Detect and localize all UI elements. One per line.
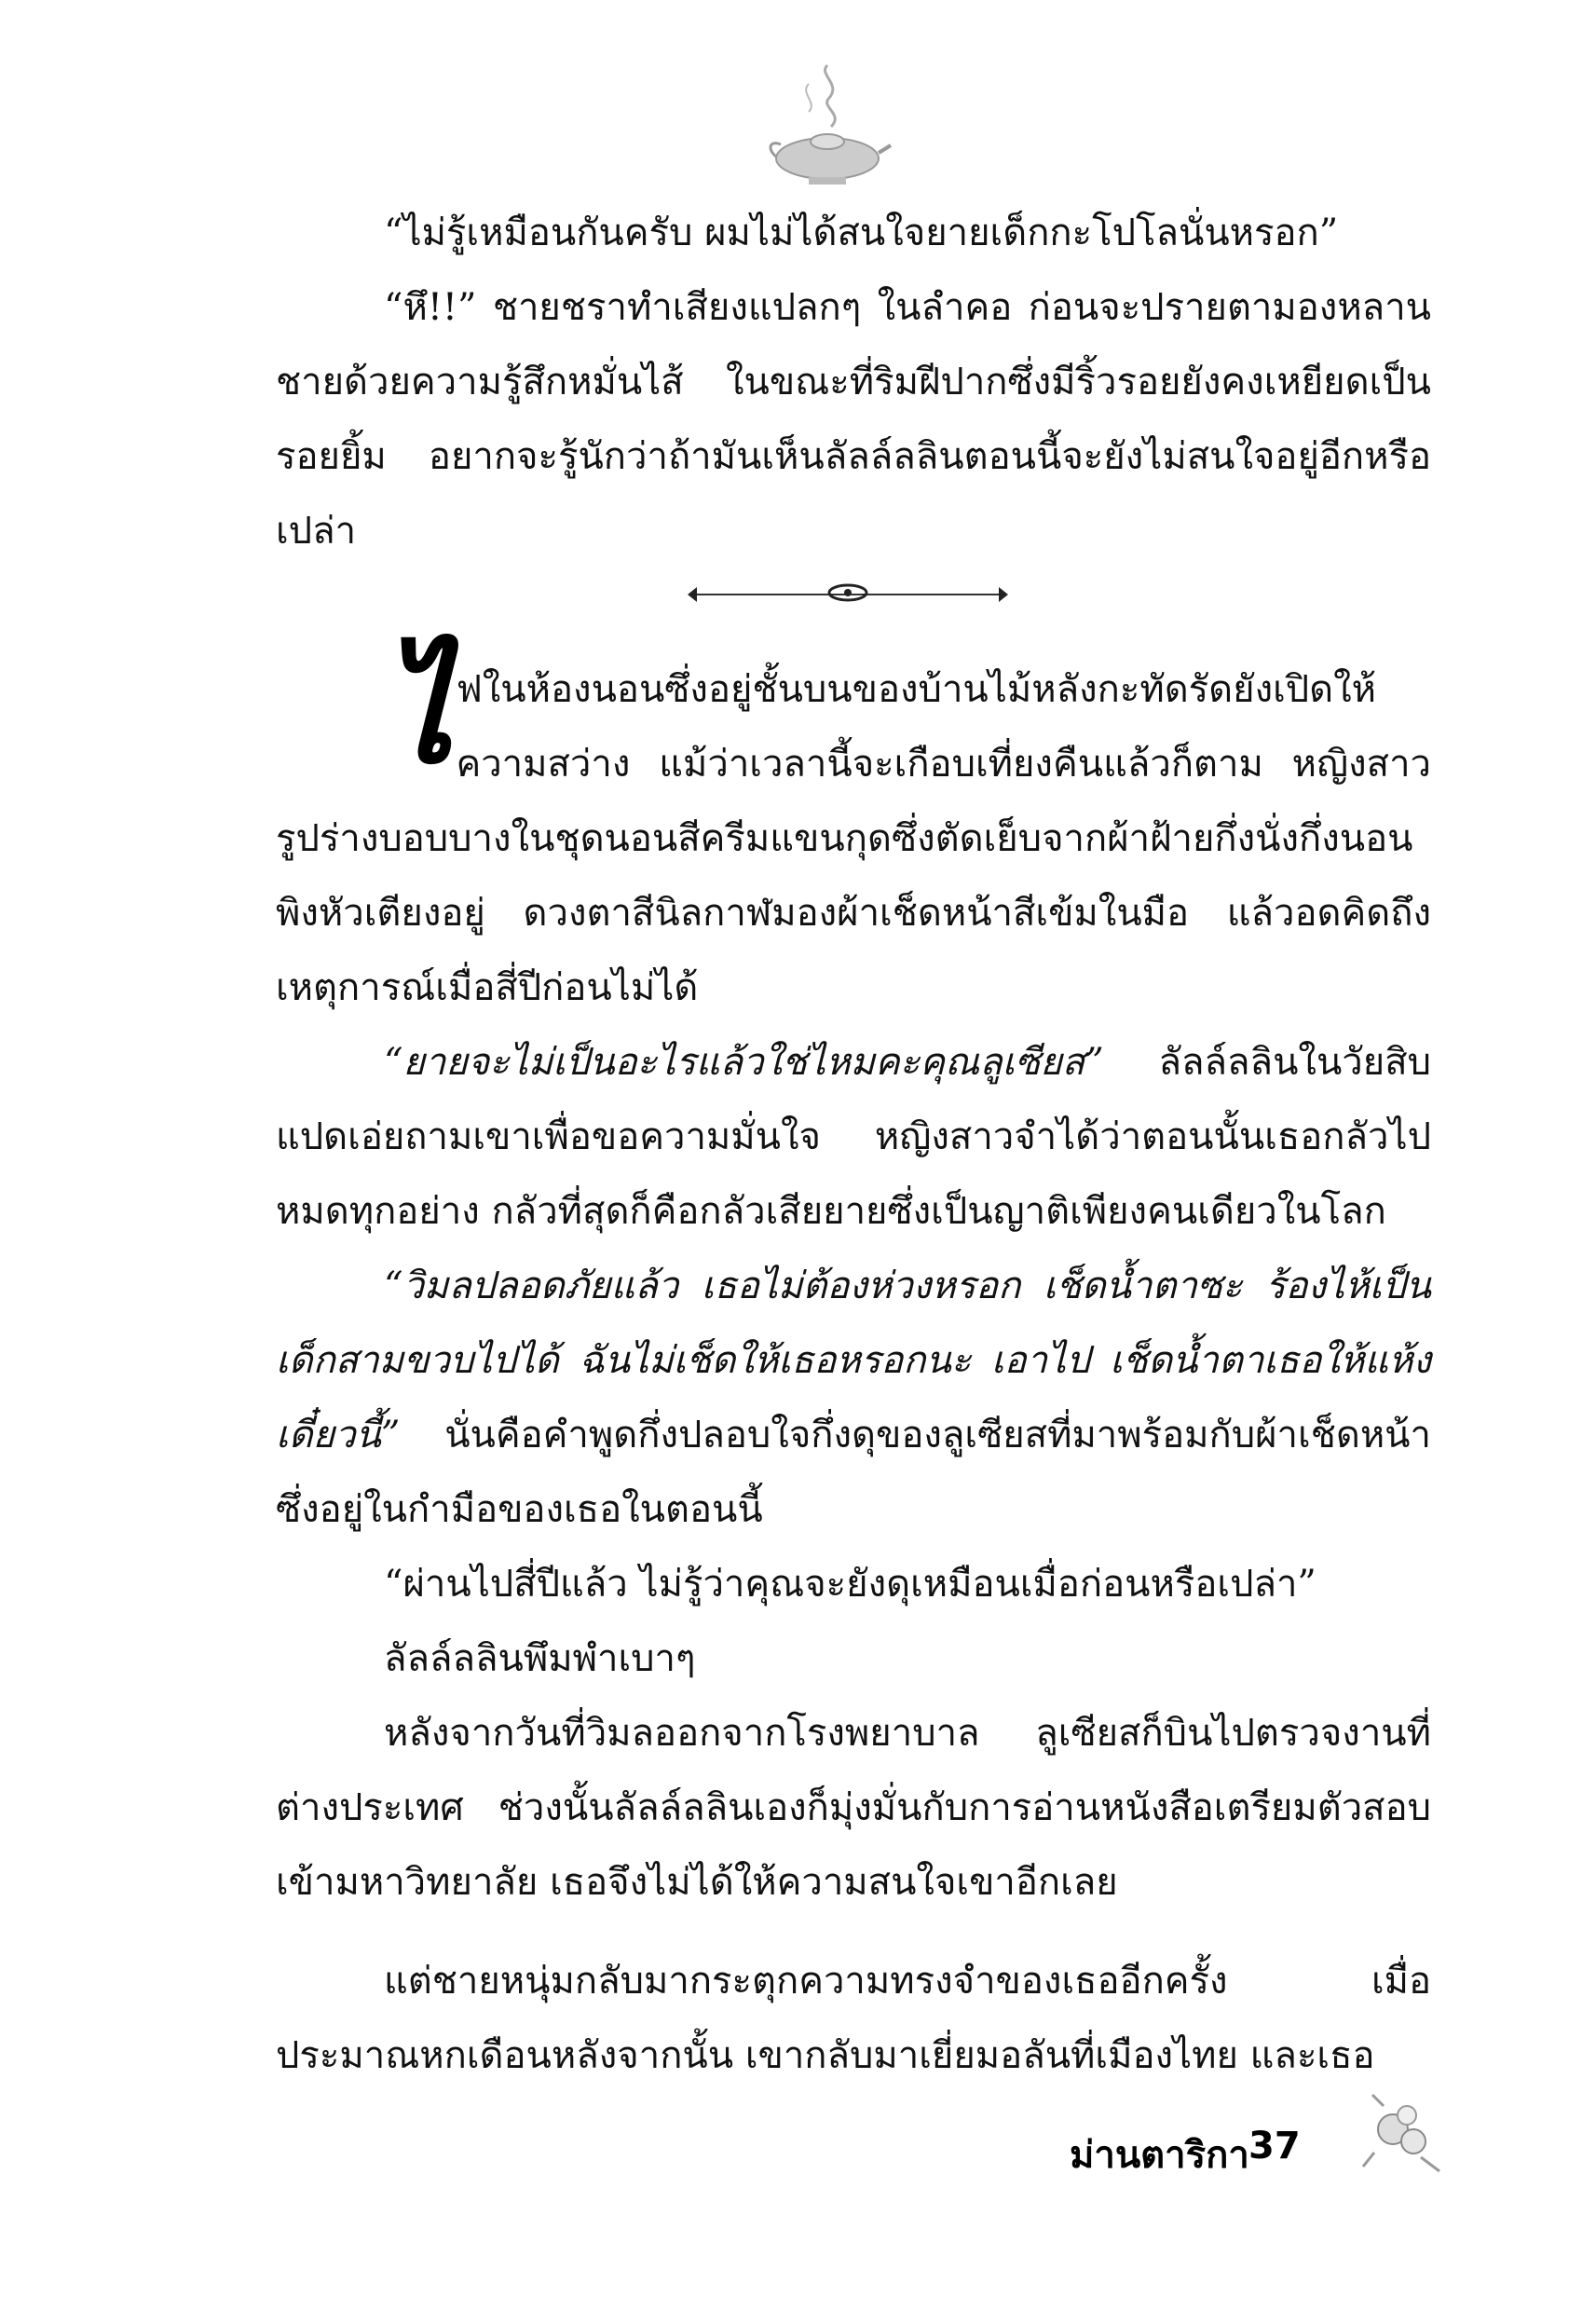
quote-2-rest: นั่นคือคำพูดกึ่งปลอบใจกึ่งดุของลูเซียสที่มาพร้อมกับผ้าเช็ดหน้า ซึ่งอยู่ในกำมือของเธอในตอนนี้ xyxy=(276,1414,1431,1531)
dropcap-paragraph-text: ฟในห้องนอนซึ่งอยู่ชั้นบนของบ้านไม้หลังกะทัดรัดยังเปิดให้ความสว่าง แม้ว่าเวลานี้จะเกือบเที่ยงคืนแล้วก็ตาม หญิงสาวรูปร่างบอบบางในชุดนอนสีครีมแขนกุดซึ่งตัดเย็บจากผ้าฝ้ายกึ่งนั่งกึ่งนอนพิงหัวเตียงอยู่ ดวงตาสีนิลกาฬมองผ้าเช็ดหน้าสีเข้มในมือ แล้วอดคิดถึงเหตุการณ์เมื่อสี่ปีก่อนไม่ได้ xyxy=(276,668,1431,1009)
dropcap-paragraph xyxy=(276,631,1431,1025)
rose-ornament-icon xyxy=(1356,2087,1449,2181)
paragraph-1: “ไม่รู้เหมือนกันครับ ผมไม่ได้สนใจยายเด็กกะโปโลนั่นหรอก” xyxy=(384,212,1339,254)
paragraph-quote-2 xyxy=(276,1249,1431,1547)
paragraph-2: “หึ!!” ชายชราทำเสียงแปลกๆ ในลำคอ ก่อนจะปรายตามองหลานชายด้วยความรู้สึกหมั่นไส้ ในขณะที่ริมฝีปากซึ่งมีริ้วรอยยังคงเหยียดเป็นรอยยิ้ม อยากจะรู้นักว่าถ้ามันเห็นลัลล์ลลินตอนนี้จะยังไม่สนใจอยู่อีกหรือเปล่า xyxy=(276,286,1431,553)
paragraph-quote-1 xyxy=(276,1025,1431,1249)
section-2-text xyxy=(276,631,1431,2093)
paragraph-line-1: “ผ่านไปสี่ปีแล้ว ไม่รู้ว่าคุณจะยังดุเหมือนเมื่อก่อนหรือเปล่า” xyxy=(384,1563,1316,1606)
footer-book-title: ม่านตาริกา xyxy=(1070,2134,1249,2177)
paragraph-line-2: ลัลล์ลลินพึมพำเบาๆ xyxy=(384,1637,696,1680)
paragraph-last-1: หลังจากวันที่วิมลออกจากโรงพยาบาล ลูเซียสก็บินไปตรวจงานที่ต่างประเทศ ช่วงนั้นลัลล์ลลินเองก็มุ่งมั่นกับการอ่านหนังสือเตรียมตัวสอบเข้ามหาวิทยาลัย เธอจึงไม่ได้ให้ความสนใจเขาอีกเลย xyxy=(276,1712,1431,1904)
page-number: 37 xyxy=(1248,2125,1301,2167)
italic-quote-1: “ยายจะไม่เป็นอะไรแล้วใช่ไหมคะคุณลูเซียส” xyxy=(384,1041,1104,1084)
section-divider-ornament-icon xyxy=(680,576,1016,613)
top-text-block xyxy=(276,196,1431,568)
drop-cap-letter: ไ xyxy=(382,631,453,795)
quote-1-rest: ลัลล์ลลินในวัยสิบแปดเอ่ยถามเขาเพื่อขอความมั่นใจ หญิงสาวจำได้ว่าตอนนั้นเธอกลัวไปหมดทุกอย่าง กลัวที่สุดก็คือกลัวเสียยายซึ่งเป็นญาติเพียงคนเดียวในโลก xyxy=(276,1041,1431,1233)
paragraph-last-2: แต่ชายหนุ่มกลับมากระตุกความทรงจำของเธออีกครั้ง เมื่อประมาณหกเดือนหลังจากนั้น เขากลับมาเยี่ยมอลันที่เมืองไทย และเธอ xyxy=(276,1960,1431,2077)
genie-lamp-ornament-icon xyxy=(762,56,893,196)
italic-quote-2: “วิมลปลอดภัยแล้ว เธอไม่ต้องห่วงหรอก เช็ดน้ำตาซะ ร้องไห้เป็นเด็กสามขวบไปได้ ฉันไม่เช็ดให้เธอหรอกนะ เอาไป เช็ดน้ำตาเธอให้แห้งเดี๋ยวนี้” xyxy=(276,1265,1431,1456)
